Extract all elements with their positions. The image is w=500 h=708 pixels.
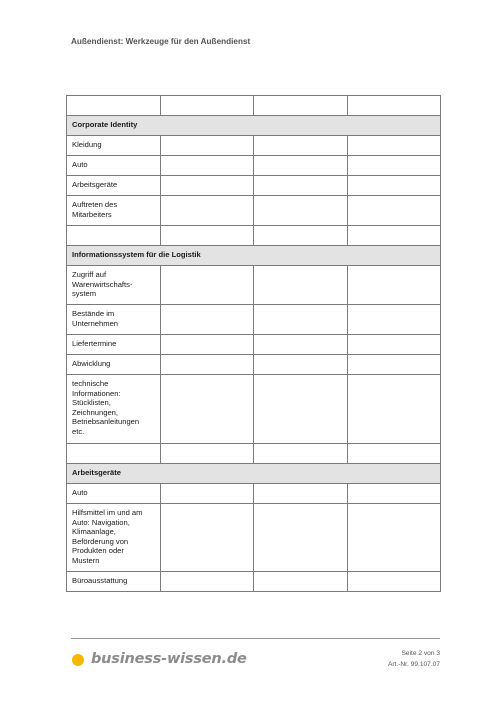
empty-cell[interactable] [347,96,441,116]
section-heading: Informationssystem für die Logistik [67,246,441,266]
row-label: Kleidung [67,136,161,156]
table-row [67,226,441,246]
logo-text: business-wissen.de [91,651,247,667]
table-row [67,196,441,226]
empty-cell[interactable] [254,305,348,335]
row-label: Auto [67,156,161,176]
section-row [67,116,441,136]
empty-cell[interactable] [254,444,348,464]
empty-cell[interactable] [254,196,348,226]
logo-dot-icon [72,654,84,666]
table-row [67,335,441,355]
empty-cell[interactable] [347,196,441,226]
empty-cell[interactable] [254,375,348,444]
row-label [67,96,161,116]
empty-cell[interactable] [254,572,348,592]
footer-divider [71,638,440,639]
row-label: Büroausstattung [67,572,161,592]
empty-cell[interactable] [347,484,441,504]
row-label: Liefertermine [67,335,161,355]
table-row [67,176,441,196]
empty-cell[interactable] [254,136,348,156]
table-row [67,156,441,176]
empty-cell[interactable] [160,375,254,444]
row-label: Auto [67,484,161,504]
table-row [67,96,441,116]
empty-cell[interactable] [160,355,254,375]
empty-cell[interactable] [160,156,254,176]
empty-cell[interactable] [160,484,254,504]
empty-cell[interactable] [160,226,254,246]
row-label [67,226,161,246]
row-label: Zugriff auf Warenwirtschafts- system [67,266,161,305]
empty-cell[interactable] [347,136,441,156]
section-heading: Corporate Identity [67,116,441,136]
section-heading: Arbeitsgeräte [67,464,441,484]
page-header-title: Außendienst: Werkzeuge für den Außendienst [71,37,251,46]
row-label: Bestände im Unternehmen [67,305,161,335]
page-number: Seite 2 von 3 [401,650,440,657]
empty-cell[interactable] [347,504,441,572]
table-row [67,504,441,572]
empty-cell[interactable] [254,96,348,116]
empty-cell[interactable] [160,572,254,592]
empty-cell[interactable] [160,504,254,572]
section-row [67,464,441,484]
row-label: Hilfsmittel im und am Auto: Navigation, Klimaanlage, Beförderung von Produkten oder Mustern [67,504,161,572]
table-row [67,444,441,464]
empty-cell[interactable] [347,156,441,176]
empty-cell[interactable] [254,266,348,305]
empty-cell[interactable] [160,96,254,116]
empty-cell[interactable] [347,444,441,464]
table-row [67,305,441,335]
empty-cell[interactable] [347,335,441,355]
empty-cell[interactable] [254,355,348,375]
empty-cell[interactable] [254,226,348,246]
row-label: Arbeitsgeräte [67,176,161,196]
empty-cell[interactable] [254,335,348,355]
empty-cell[interactable] [347,375,441,444]
section-row [67,246,441,266]
empty-cell[interactable] [347,355,441,375]
empty-cell[interactable] [160,196,254,226]
row-label: technische Informationen: Stücklisten, Zeichnungen, Betriebsanleitungen etc. [67,375,161,444]
table-row [67,136,441,156]
empty-cell[interactable] [160,176,254,196]
empty-cell[interactable] [160,444,254,464]
empty-cell[interactable] [160,266,254,305]
empty-cell[interactable] [254,484,348,504]
empty-cell[interactable] [160,305,254,335]
empty-cell[interactable] [254,504,348,572]
table-row [67,572,441,592]
article-number: Art.-Nr. 99.107.07 [387,661,440,668]
empty-cell[interactable] [254,156,348,176]
table-row [67,484,441,504]
row-label [67,444,161,464]
row-label: Abwicklung [67,355,161,375]
table-row [67,375,441,444]
table-row [67,355,441,375]
empty-cell[interactable] [347,305,441,335]
empty-cell[interactable] [347,226,441,246]
empty-cell[interactable] [347,572,441,592]
row-label: Auftreten des Mitarbeiters [67,196,161,226]
empty-cell[interactable] [160,136,254,156]
empty-cell[interactable] [347,266,441,305]
empty-cell[interactable] [347,176,441,196]
checklist-table [66,95,441,592]
empty-cell[interactable] [160,335,254,355]
empty-cell[interactable] [254,176,348,196]
table-row [67,266,441,305]
